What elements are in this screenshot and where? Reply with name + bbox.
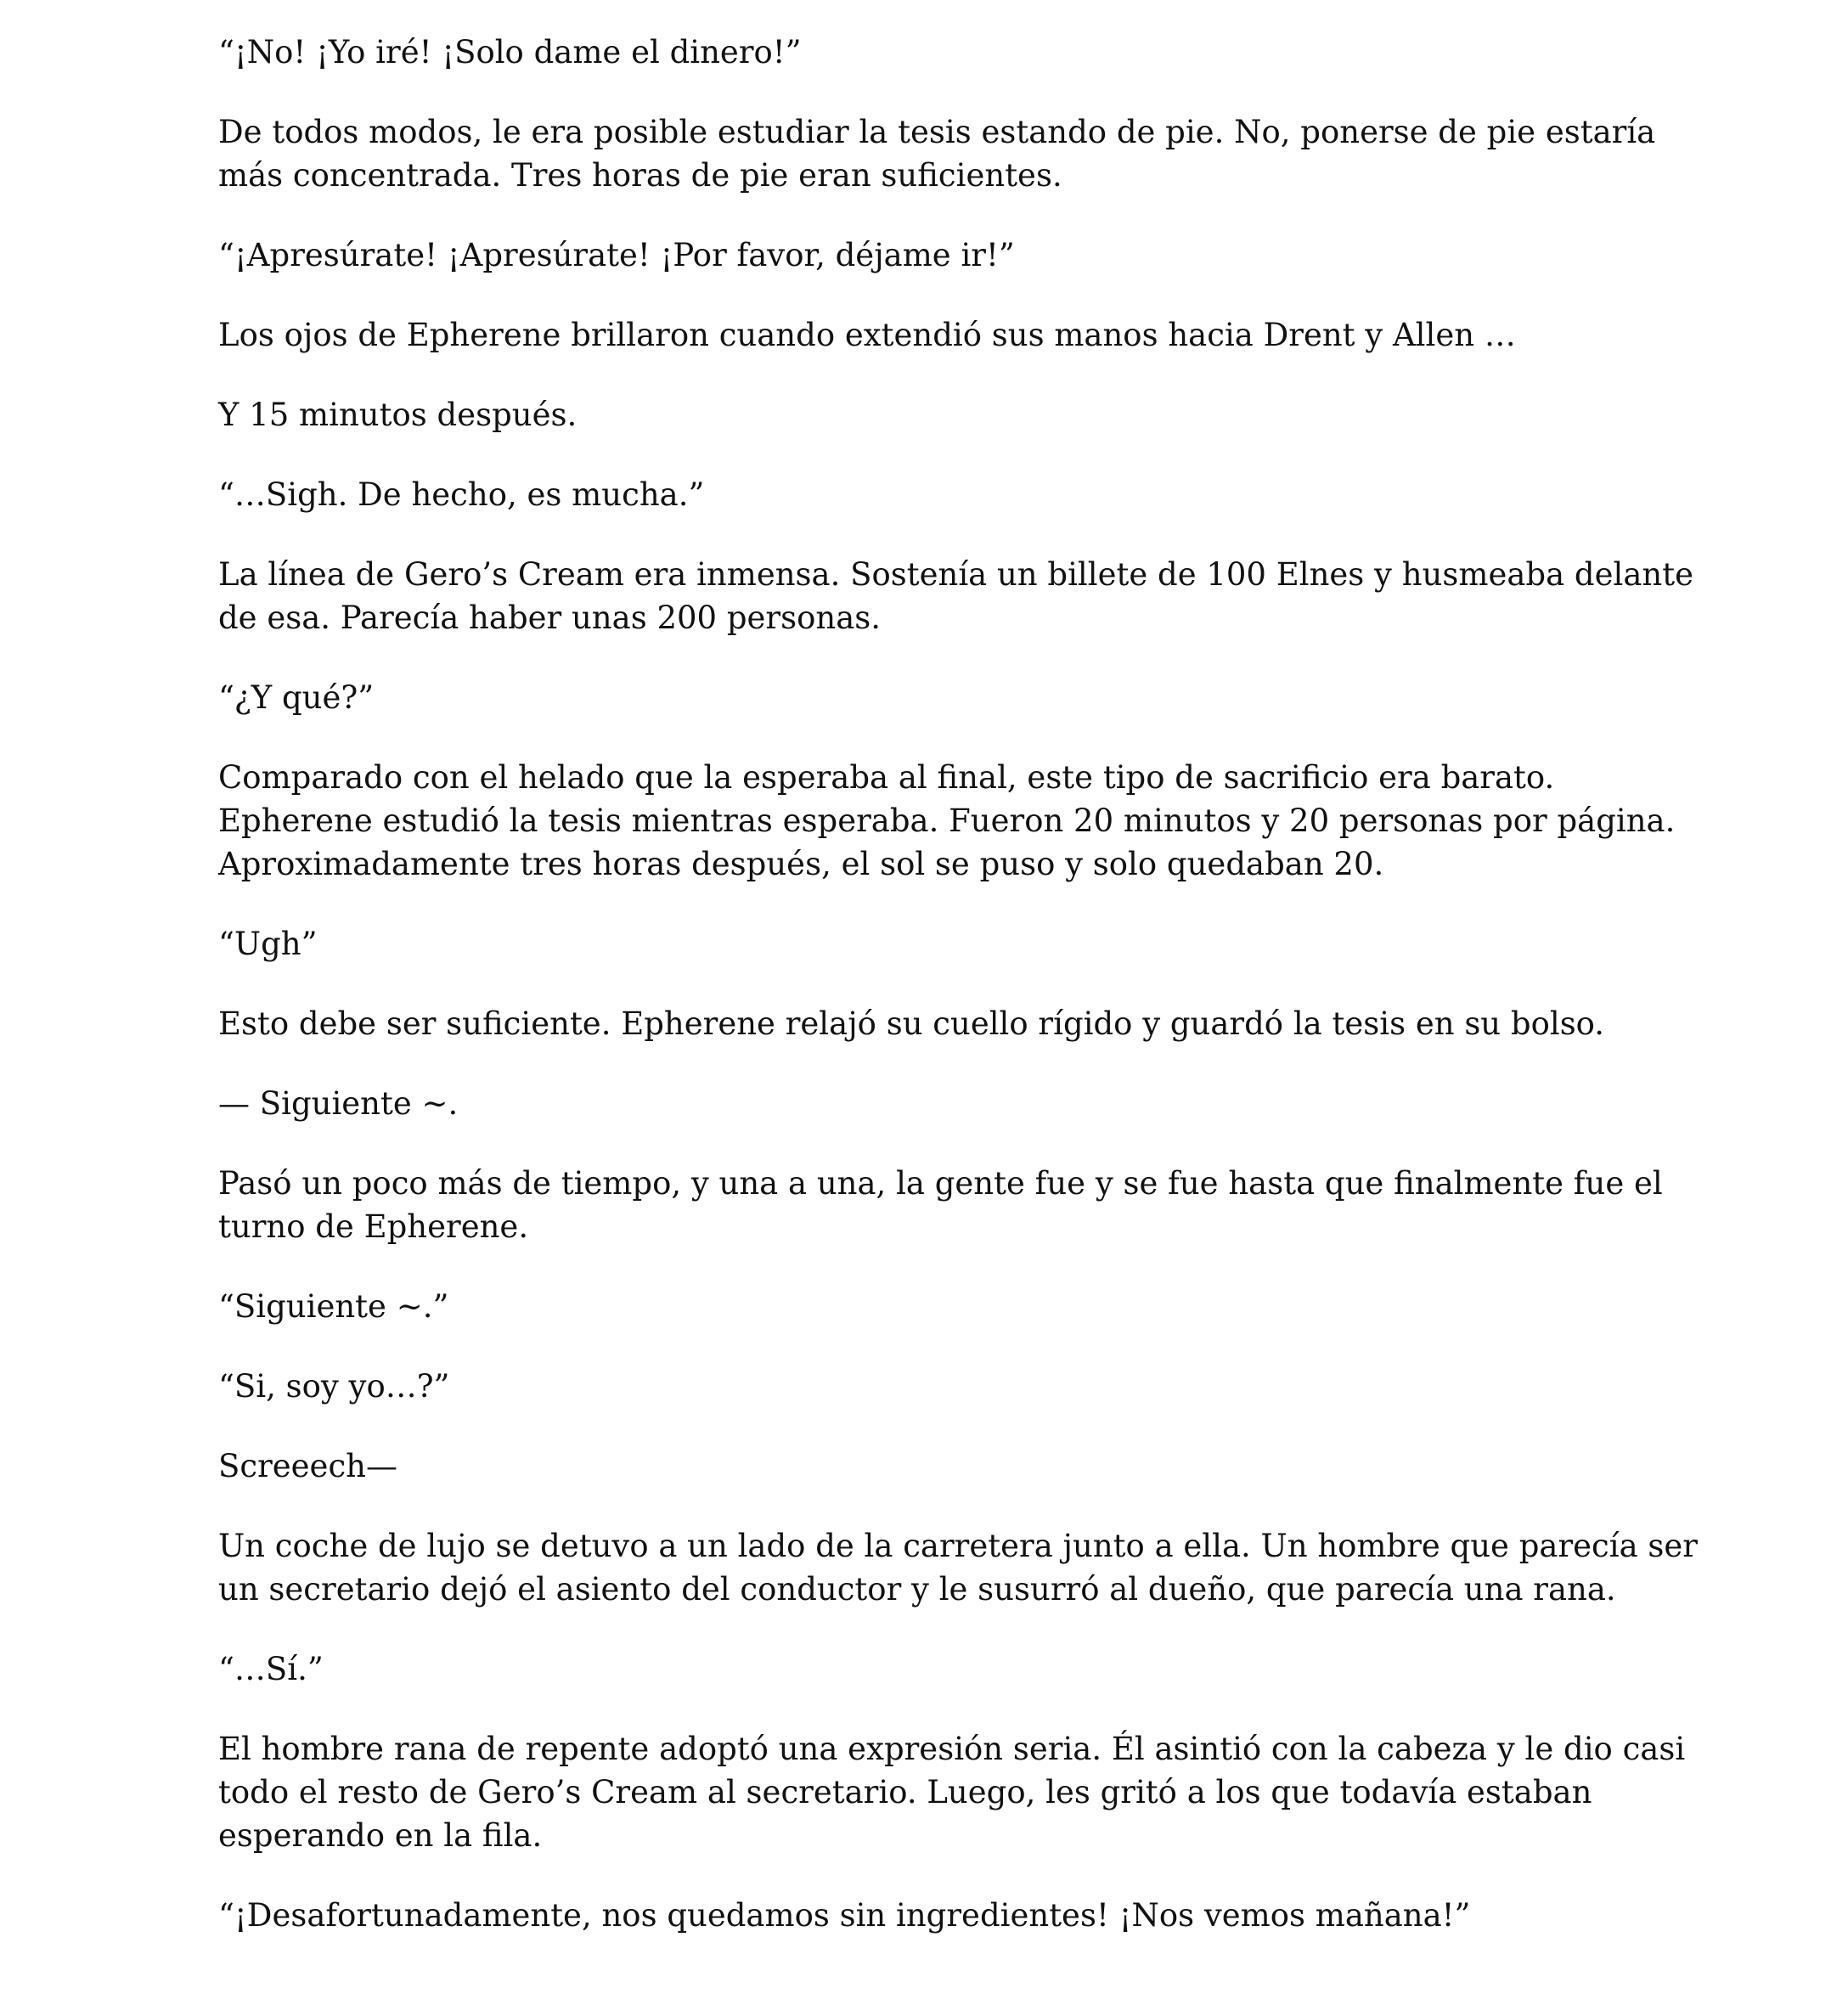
paragraph xyxy=(218,756,1676,886)
paragraph xyxy=(218,473,1645,516)
text-line: “¡Desafortunadamente, nos quedamos sin ingredientes! ¡Nos vemos mañana!” xyxy=(218,1897,1471,1934)
text-line: Epherene estudió la tesis mientras esperaba. Fueron 20 minutos y 20 personas por página. xyxy=(218,802,1676,839)
paragraph xyxy=(218,553,1693,639)
paragraph xyxy=(218,1727,1686,1857)
paragraph xyxy=(218,1524,1698,1611)
paragraph xyxy=(218,1647,1645,1691)
text-line: Los ojos de Epherene brillaron cuando extendió sus manos hacia Drent y Allen … xyxy=(218,317,1516,353)
document-body xyxy=(218,31,1698,1974)
paragraph xyxy=(218,234,1645,277)
text-line: “¿Y qué?” xyxy=(218,679,375,716)
text-line: “…Sigh. De hecho, es mucha.” xyxy=(218,476,705,513)
text-line: Esto debe ser suficiente. Epherene relajó su cuello rígido y guardó la tesis en su bolso. xyxy=(218,1005,1605,1042)
paragraph xyxy=(218,1082,1645,1125)
paragraph xyxy=(218,1444,1645,1488)
text-line: Y 15 minutos después. xyxy=(218,397,578,433)
text-line: Screeech— xyxy=(218,1448,397,1484)
paragraph xyxy=(218,1285,1645,1328)
paragraph xyxy=(218,31,1645,74)
text-line: un secretario dejó el asiento del conductor y le susurró al dueño, que parecía una rana. xyxy=(218,1571,1616,1608)
text-line: “…Sí.” xyxy=(218,1651,324,1687)
text-line: todo el resto de Gero’s Cream al secretario. Luego, les gritó a los que todavía estaban xyxy=(218,1774,1592,1810)
paragraph xyxy=(218,1365,1645,1408)
text-line: De todos modos, le era posible estudiar la tesis estando de pie. No, ponerse de pie estaría xyxy=(218,114,1656,150)
text-line: “¡Apresúrate! ¡Apresúrate! ¡Por favor, déjame ir!” xyxy=(218,237,1015,273)
paragraph xyxy=(218,313,1645,357)
text-line: de esa. Parecía haber unas 200 personas. xyxy=(218,600,881,636)
paragraph xyxy=(218,393,1645,436)
text-line: Comparado con el helado que la esperaba al final, este tipo de sacrificio era barato. xyxy=(218,759,1555,796)
text-line: Aproximadamente tres horas después, el sol se puso y solo quedaban 20. xyxy=(218,846,1384,882)
text-line: “Ugh” xyxy=(218,926,318,962)
text-line: “¡No! ¡Yo iré! ¡Solo dame el dinero!” xyxy=(218,34,802,70)
text-line: Pasó un poco más de tiempo, y una a una, la gente fue y se fue hasta que finalmente fue el xyxy=(218,1165,1663,1202)
paragraph xyxy=(218,1162,1663,1248)
text-line: — Siguiente ~. xyxy=(218,1085,459,1122)
text-line: “Si, soy yo…?” xyxy=(218,1368,450,1405)
text-line: El hombre rana de repente adoptó una expresión seria. Él asintió con la cabeza y le dio casi xyxy=(218,1731,1686,1767)
paragraph xyxy=(218,1894,1645,1937)
paragraph xyxy=(218,922,1645,966)
text-line: Un coche de lujo se detuvo a un lado de la carretera junto a ella. Un hombre que parecía ser xyxy=(218,1528,1698,1564)
text-line: más concentrada. Tres horas de pie eran suficientes. xyxy=(218,157,1062,194)
text-line: esperando en la fila. xyxy=(218,1817,543,1854)
text-line: turno de Epherene. xyxy=(218,1208,529,1245)
text-line: La línea de Gero’s Cream era inmensa. Sostenía un billete de 100 Elnes y husmeaba delante xyxy=(218,556,1693,593)
paragraph xyxy=(218,676,1645,719)
paragraph xyxy=(218,1002,1645,1045)
paragraph xyxy=(218,110,1656,197)
text-line: “Siguiente ~.” xyxy=(218,1288,449,1325)
